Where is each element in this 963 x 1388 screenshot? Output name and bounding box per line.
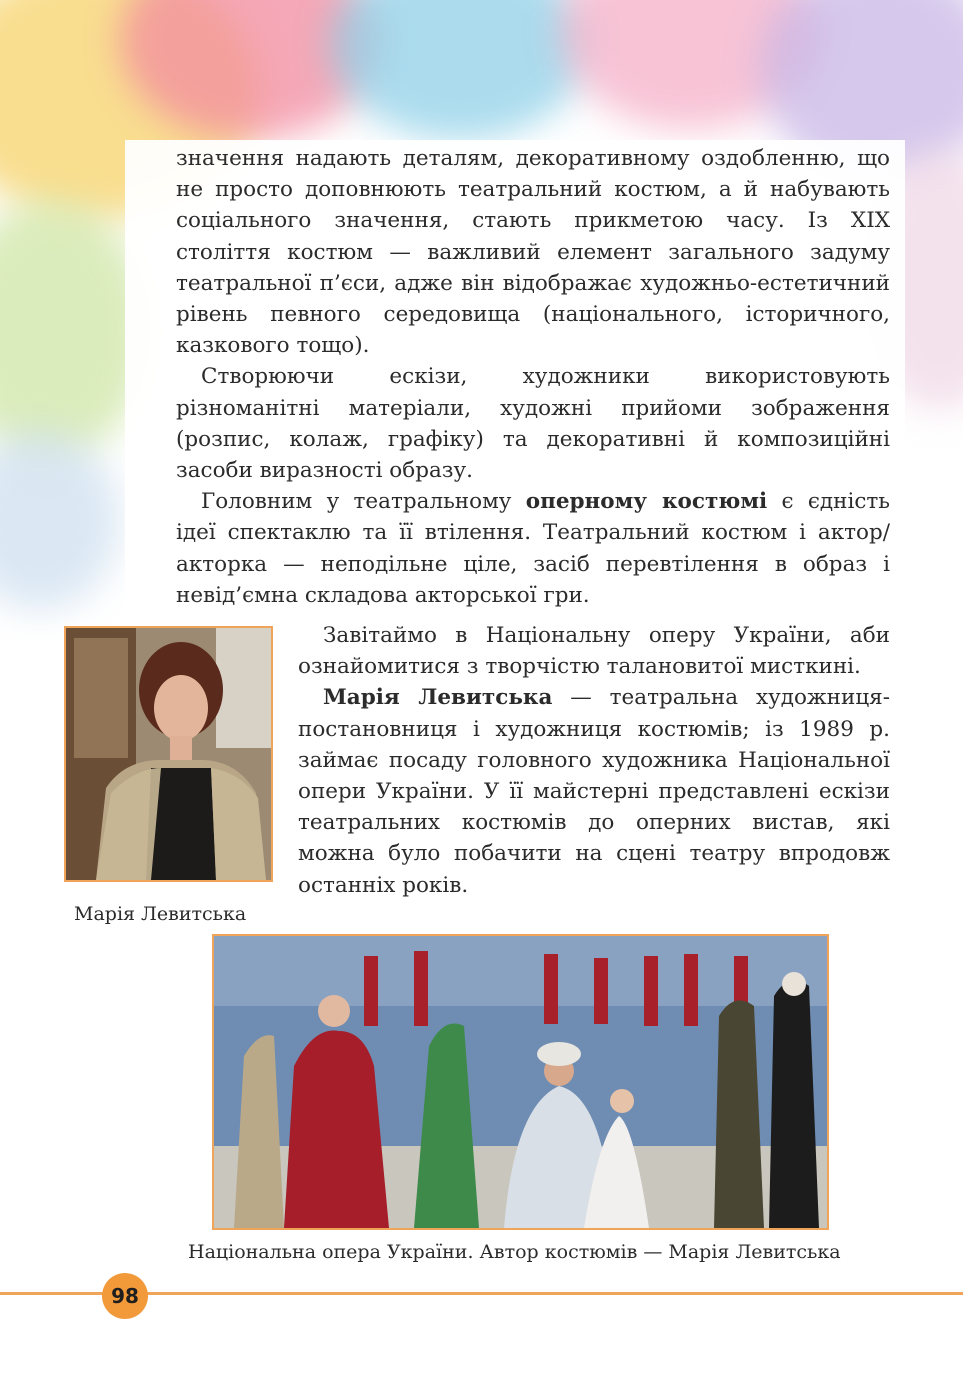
stage-photo-caption: Національна опера України. Автор костюмів — Марія Левитська <box>188 1241 841 1263</box>
biography-text: — театральна художниця-постановниця і художниця костюмів; із 1989 р. займає посаду головного художника Національної опери України. У її майстерні представлені ескізи театральних костюмів до оперних вистав, які можна було побачити на сцені театру впродовж останніх років. <box>298 685 890 898</box>
paragraph-visit-opera: Завітаймо в Національну оперу України, аби ознайомитися з творчістю талановитої мисткині. <box>298 623 890 680</box>
portrait-photo <box>64 626 273 882</box>
portrait-caption: Марія Левитська <box>74 903 247 925</box>
side-text <box>298 620 890 901</box>
artist-name: Марія Левитська <box>323 685 553 711</box>
para3-after: є єдність ідеї спектаклю та її втілення. Театральний костюм і актор/акторка — неподільне ціле, засіб перевтілення в образ і невід’ємна складова акторської гри. <box>176 489 890 608</box>
portrait-illustration <box>66 628 271 880</box>
opera-costume-term: оперному костюмі <box>525 489 768 515</box>
paragraph-biography <box>298 682 890 900</box>
paragraph-opera-costume <box>176 486 890 611</box>
para3-before: Головним у театральному <box>201 489 526 515</box>
main-text <box>176 143 890 611</box>
paragraph-costume-details: значення надають деталям, декоративному оздобленню, що не просто доповнюють театральний костюм, а й набувають соціального значення, стають прикметою часу. Із XIX століття костюм — важливий елемент загального задуму театральної п’єси, адже він відображає художньо-естетичний рівень певного середовища (національного, історичного, казкового тощо). <box>176 146 890 359</box>
paragraph-sketches: Створюючи ескізи, художники використовують різноманітні матеріали, художні прийоми зображення (розпис, колаж, графіку) та декоративні й композиційні засоби виразності образу. <box>176 364 890 484</box>
opera-stage-photo <box>212 934 829 1230</box>
stage-illustration <box>214 936 827 1228</box>
page-number-badge: 98 <box>102 1273 148 1319</box>
